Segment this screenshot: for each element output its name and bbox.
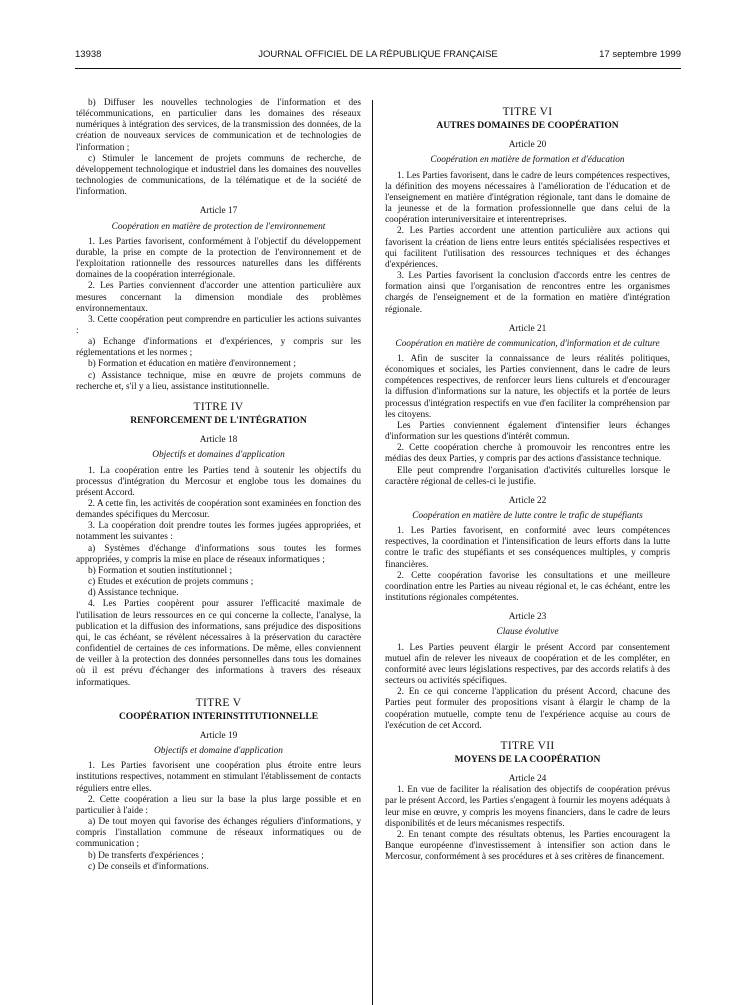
paragraph: d) Assistance technique. — [88, 588, 179, 599]
paragraph: 1. La coopération entre les Parties tend à soutenir les objectifs du processus d'intégration du Mercosur et englobe tous les domaines du présent Accord. — [76, 465, 361, 498]
article-subtitle: Clause évolutive — [496, 627, 559, 638]
paragraph: 3. Cette coopération peut comprendre en particulier les actions suivantes : — [76, 314, 361, 336]
titre-name: MOYENS DE LA COOPÉRATION — [454, 754, 601, 765]
paragraph: a) De tout moyen qui favorise des échanges réguliers d'informations, y compris l'installation commune de réseaux informatiques ou de communication ; — [76, 817, 361, 850]
paragraph: 2. En ce qui concerne l'application du présent Accord, chacune des Parties peut formuler des propositions visant à élargir le champ de la coopération mutuelle, compte tenu de l'expérience acquise au cours de l'exécution de cet Accord. — [385, 687, 670, 731]
paragraph: 2. Cette coopération a lieu sur la base la plus large possible et en particulier à l'aide : — [76, 794, 361, 816]
titre-heading: TITRE V — [195, 696, 242, 709]
paragraph: 1. Les Parties favorisent, dans le cadre de leurs compétences respectives, la définition des moyens nécessaires à l'amélioration de l'éducation et de l'enseignement en matière d'intégration régionale, tant dans le domaine de la jeunesse et de la formation professionnelle que dans celui de la coopération interuniversitaire et interentreprises. — [385, 170, 670, 226]
article-subtitle: Coopération en matière de formation et d'éducation — [430, 155, 625, 166]
article-subtitle: Coopération en matière de lutte contre le trafic de stupéfiants — [412, 511, 643, 521]
article-heading: Article 18 — [199, 435, 238, 446]
paragraph: 1. Les Parties favorisent une coopération plus étroite entre leurs institutions respectives, notamment en stimulant l'établissement de contacts réguliers entre elles. — [76, 761, 361, 794]
paragraph: 1. En vue de faciliter la réalisation des objectifs de coopération prévus par le présent Accord, les Parties s'engagent à fournir les moyens adéquats à leur mise en œuvre, y compris les moyens financiers, dans le cadre de leurs disponibilités et de leurs mécanismes respectifs. — [385, 785, 670, 829]
article-heading: Article 17 — [199, 206, 238, 217]
article-subtitle: Objectifs et domaine d'application — [154, 746, 283, 757]
paragraph: b) Diffuser les nouvelles technologies de l'information et des télécommunications, en particulier dans les domaines des réseaux numériques à intégration des services, de la transmission des données, de la création de nouveaux services de communication et de technologies de l'information ; — [76, 98, 361, 153]
page-number: 13938 — [75, 49, 102, 60]
left-column — [76, 98, 361, 873]
paragraph: 2. A cette fin, les activités de coopération sont examinées en fonction des demandes spécifiques du Mercosur. — [76, 499, 361, 521]
paragraph: 3. La coopération doit prendre toutes les formes jugées appropriées, et notamment les suivantes : — [76, 521, 361, 543]
paragraph: Elle peut comprendre l'organisation d'activités culturelles lorsque le caractère régional de celles-ci le justifie. — [385, 465, 670, 487]
paragraph: c) Etudes et exécution de projets communs ; — [88, 577, 254, 588]
publication-date: 17 septembre 1999 — [599, 49, 681, 60]
titre-heading: TITRE VII — [500, 739, 555, 752]
paragraph: 2. Les Parties conviennent d'accorder une attention particulière aux mesures concernant la dimension mondiale des problèmes environnementaux. — [76, 281, 361, 314]
paragraph: c) Stimuler le lancement de projets communs de recherche, de développement technologique et industriel dans les domaines des nouvelles technologies de communications, de la télématique et de la société de l'information. — [76, 153, 361, 198]
article-heading: Article 20 — [508, 140, 547, 151]
paragraph: 2. Les Parties accordent une attention particulière aux actions qui favorisent la création de liens entre leurs entités spécialisées respectives et qui facilitent l'utilisation des ressources techniques et des échanges d'expériences. — [385, 226, 670, 270]
paragraph: c) Assistance technique, mise en œuvre de projets communs de recherche et, s'il y a lieu, assistance institutionnelle. — [76, 370, 361, 392]
titre-heading: TITRE IV — [193, 400, 244, 413]
paragraph: 1. Les Parties peuvent élargir le présent Accord par consentement mutuel afin de relever les niveaux de coopération et de les compléter, en conformité avec leurs législations respectives, par des accords relatifs à des secteurs ou activités spécifiques. — [385, 642, 670, 687]
titre-name: COOPÉRATION INTERINSTITUTIONNELLE — [118, 711, 319, 722]
paragraph: 2. En tenant compte des résultats obtenus, les Parties encouragent la Banque européenne d'investissement à intensifier son action dans le Mercosur, conformément à ses procédures et à ses critères de financement. — [385, 829, 670, 863]
titre-name: AUTRES DOMAINES DE COOPÉRATION — [436, 121, 619, 132]
paragraph: a) Echange d'informations et d'expériences, y compris sur les réglementations et les normes ; — [76, 337, 361, 359]
article-subtitle: Objectifs et domaines d'application — [152, 450, 285, 461]
header-rule — [75, 68, 681, 69]
paragraph: 2. Cette coopération favorise les consultations et une meilleure coordination entre les Parties au niveau régional et, le cas échéant, entre les institutions régionales compétentes. — [385, 570, 670, 604]
titre-name: RENFORCEMENT DE L'INTÉGRATION — [130, 416, 307, 427]
paragraph: b) Formation et soutien institutionnel ; — [88, 565, 233, 576]
paragraph: 3. Les Parties favorisent la conclusion d'accords entre les centres de formation ainsi que l'organisation de rencontres entre les organismes chargés de l'enseignement et de la formation en matière d'intégration régionale. — [385, 271, 670, 315]
paragraph: 4. Les Parties coopèrent pour assurer l'efficacité maximale de l'utilisation de leurs ressources en ce qui concerne la collecte, l'analyse, la publication et la diffusion des informations, sans préjudice des dispositions qui, le cas échéant, se révèlent nécessaires à la préservation du caractère confidentiel de certaines de ces informations. De même, elles conviennent de veiller à la protection des données personnelles dans tous les domaines où il est prévu d'échanger des informations à travers des réseaux informatiques. — [76, 599, 361, 688]
paragraph: b) De transferts d'expériences ; — [88, 850, 204, 861]
article-heading: Article 19 — [199, 730, 238, 741]
article-heading: Article 23 — [508, 612, 547, 623]
article-heading: Article 24 — [508, 774, 547, 785]
titre-heading: TITRE VI — [502, 106, 553, 118]
article-heading: Article 22 — [508, 495, 547, 506]
journal-title: JOURNAL OFFICIEL DE LA RÉPUBLIQUE FRANÇAISE — [258, 49, 498, 60]
paragraph: a) Systèmes d'échange d'informations sous toutes les formes appropriées, y compris la mise en place de réseaux informatiques ; — [76, 543, 361, 565]
paragraph: 1. Les Parties favorisent, conformément à l'objectif du développement durable, la prise en compte de la protection de l'environnement et de l'exploitation rationnelle des ressources naturelles dans les différents domaines de la coopération interrégionale. — [76, 236, 361, 281]
article-subtitle: Coopération en matière de protection de l'environnement — [111, 221, 326, 232]
paragraph: Les Parties conviennent également d'intensifier leurs échanges d'information sur les questions d'intérêt commun. — [385, 420, 670, 443]
paragraph: 1. Afin de susciter la connaissance de leurs réalités politiques, économiques et sociales, les Parties conviennent, dans le cadre de leurs compétences respectives, de renforcer leurs liens culturels et d'encourager la diffusion d'informations sur la nature, les objectifs et la portée de leurs processus d'intégration respectifs en vue d'en faciliter la compréhension par les citoyens. — [385, 353, 670, 420]
column-divider — [372, 100, 373, 1005]
paragraph: 2. Cette coopération cherche à promouvoir les rencontres entre les médias des deux Parties, y compris par des actions d'assistance technique. — [385, 443, 670, 465]
article-heading: Article 21 — [508, 323, 547, 334]
paragraph: b) Formation et éducation en matière d'environnement ; — [88, 359, 296, 370]
paragraph: c) De conseils et d'informations. — [88, 861, 209, 872]
paragraph: 1. Les Parties favorisent, en conformité avec leurs compétences respectives, la coordination et l'intensification de leurs efforts dans la lutte contre le trafic des stupéfiants et ses conséquences multiples, y compris financières. — [385, 526, 670, 570]
page-header — [75, 49, 681, 67]
right-column — [385, 98, 670, 863]
article-subtitle: Coopération en matière de communication, d'information et de culture — [395, 338, 660, 349]
